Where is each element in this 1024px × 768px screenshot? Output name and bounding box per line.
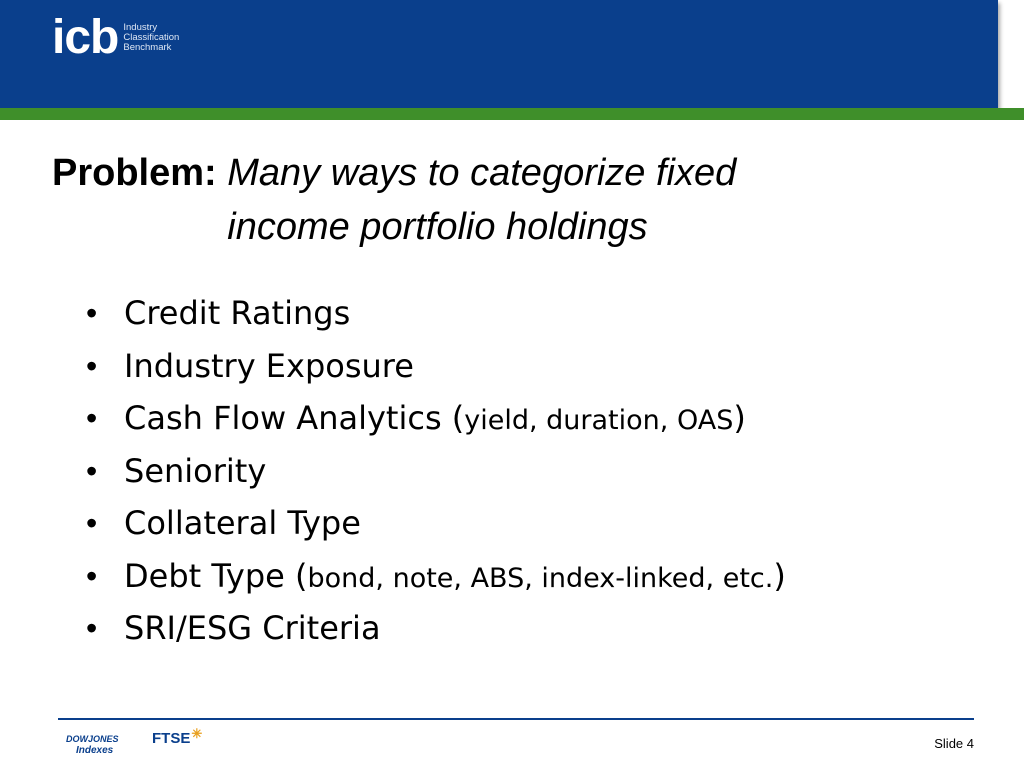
bullet-icon: • [86,610,98,646]
icb-logo-line: Benchmark [123,42,172,53]
ftse-logo-text: FTSE [152,730,191,747]
slide-number: Slide 4 [934,736,974,751]
footer-divider [58,718,974,720]
icb-logo-line: Industry [123,22,158,33]
icb-logo-text [123,23,179,53]
bullet-text: Credit Ratings [124,294,351,332]
ftse-star-icon: ✳ [191,725,203,741]
bullet-text: Collateral Type [124,504,361,542]
bullet-item [86,504,786,557]
bullet-item [86,294,786,347]
bullet-text: Debt Type ( [124,556,308,595]
bullet-text: SRI/ESG Criteria [124,609,381,647]
bullet-item [86,609,786,662]
bullet-text: Industry Exposure [124,346,414,385]
bullet-icon: • [86,295,98,331]
icb-logo-line: Classification [123,32,180,43]
bullet-text: Cash Flow Analytics ( [124,399,465,437]
bullet-item [86,452,786,505]
slide-title [52,146,952,254]
bullet-icon: • [86,400,98,436]
bullet-icon: • [86,557,98,594]
title-text: Many ways to categorize fixed income portfolio holdings [227,152,737,248]
header-accent-bar [0,108,1024,120]
bullet-list [86,294,786,662]
bullet-icon: • [86,452,98,489]
dowjones-logo-top: DOWJONES [66,734,119,744]
bullet-item [86,399,786,452]
bullet-detail: bond, note, ABS, index-linked, etc. [307,562,774,594]
header-banner [0,0,998,108]
dowjones-indexes-logo [66,734,130,758]
bullet-text: Seniority [124,451,267,490]
bullet-icon: • [86,347,98,384]
bullet-item [86,557,786,610]
bullet-icon: • [86,505,98,541]
icb-logo [52,11,180,64]
bullet-item [86,347,786,400]
ftse-logo [152,725,203,747]
bullet-suffix: ) [773,556,786,595]
icb-logo-mark: icb [52,11,119,64]
title-label: Problem: [52,152,228,194]
bullet-suffix: ) [733,399,746,437]
dowjones-logo-bottom: Indexes [76,745,114,756]
bullet-detail: yield, duration, OAS [464,405,734,436]
